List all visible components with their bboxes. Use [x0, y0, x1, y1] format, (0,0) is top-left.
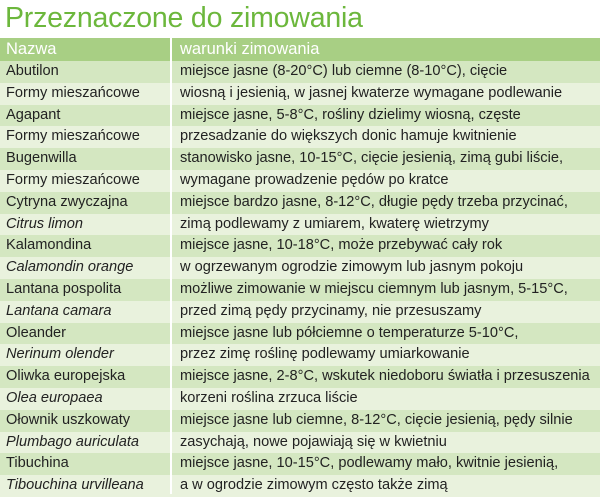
table-body: [0, 61, 600, 497]
table-row: [0, 388, 600, 410]
table-row: [0, 235, 600, 257]
plant-name: Formy mieszańcowe: [6, 84, 140, 101]
plant-name: Lantana camara: [6, 302, 112, 319]
table-row: [0, 344, 600, 366]
table-row: [0, 279, 600, 301]
column-divider: [170, 38, 172, 494]
plant-name: Oleander: [6, 324, 67, 341]
table-row: [0, 214, 600, 236]
table-row: [0, 126, 600, 148]
page-title: Przeznaczone do zimowania: [5, 2, 363, 34]
table-row: [0, 148, 600, 170]
table-row: [0, 83, 600, 105]
column-header-conditions: warunki zimowania: [180, 40, 320, 58]
plant-name: Formy mieszańcowe: [6, 171, 140, 188]
wintering-conditions: wymagane prowadzenie pędów po kratce: [180, 171, 449, 188]
table-row: [0, 192, 600, 214]
wintering-conditions: miejsce jasne, 10-18°C, może przebywać cały rok: [180, 237, 503, 254]
wintering-conditions: w ogrzewanym ogrodzie zimowym lub jasnym pokoju: [180, 259, 524, 276]
table-row: [0, 170, 600, 192]
wintering-conditions: miejsce jasne, 2-8°C, wskutek niedoboru światła i przesuszenia: [180, 368, 590, 385]
plant-name: Citrus limon: [6, 215, 84, 232]
wintering-conditions: miejsce jasne lub ciemne, 8-12°C, cięcie jesienią, pędy silnie: [180, 411, 573, 428]
plant-name: Kalamondina: [6, 237, 92, 254]
table-row: [0, 61, 600, 83]
plant-name: Formy mieszańcowe: [6, 128, 140, 145]
plant-name: Tibuchina: [6, 455, 69, 472]
wintering-conditions: przed zimą pędy przycinamy, nie przesuszamy: [180, 302, 482, 319]
table-row: [0, 301, 600, 323]
wintering-conditions: stanowisko jasne, 10-15°C, cięcie jesienią, zimą gubi liście,: [180, 150, 564, 167]
plant-name: Oliwka europejska: [6, 368, 126, 385]
plant-name: Plumbago auriculata: [6, 433, 140, 450]
plant-name: Abutilon: [6, 63, 59, 79]
wintering-conditions: a w ogrodzie zimowym często także zimą: [180, 477, 448, 494]
wintering-conditions: miejsce jasne (8-20°C) lub ciemne (8-10°C), cięcie: [180, 63, 508, 79]
plant-name: Olea europaea: [6, 389, 103, 406]
wintering-conditions: miejsce jasne, 5-8°C, rośliny dzielimy wiosną, częste: [180, 106, 521, 123]
plant-name: Cytryna zwyczajna: [6, 193, 128, 210]
column-header-name: Nazwa: [6, 40, 57, 58]
wintering-conditions: korzeni roślina zrzuca liście: [180, 389, 358, 406]
table-row: [0, 323, 600, 345]
plant-name: Calamondin orange: [6, 259, 134, 276]
wintering-conditions: miejsce bardzo jasne, 8-12°C, długie pędy trzeba przycinać,: [180, 193, 568, 210]
wintering-conditions: możliwe zimowanie w miejscu ciemnym lub jasnym, 5-15°C,: [180, 280, 568, 297]
plant-name: Agapant: [6, 106, 61, 123]
wintering-conditions: zasychają, nowe pojawiają się w kwietniu: [180, 433, 447, 450]
plant-name: Lantana pospolita: [6, 280, 122, 297]
wintering-conditions: przesadzanie do większych donic hamuje kwitnienie: [180, 128, 517, 145]
table-row: [0, 105, 600, 127]
table-row: [0, 453, 600, 475]
table-row: [0, 410, 600, 432]
plant-name: Nerinum olender: [6, 346, 114, 363]
wintering-conditions: wiosną i jesienią, w jasnej kwaterze wymagane podlewanie: [180, 84, 563, 101]
wintering-conditions: miejsce jasne, 10-15°C, podlewamy mało, kwitnie jesienią,: [180, 455, 559, 472]
table-row: [0, 432, 600, 454]
wintering-conditions: zimą podlewamy z umiarem, kwaterę wietrzymy: [180, 215, 489, 232]
plant-name: Bugenwilla: [6, 150, 77, 167]
plant-name: Ołownik uszkowaty: [6, 411, 131, 428]
table-header: [0, 38, 600, 61]
wintering-conditions: miejsce jasne lub półciemne o temperaturze 5-10°C,: [180, 324, 519, 341]
table-row: [0, 257, 600, 279]
wintering-conditions: przez zimę roślinę podlewamy umiarkowanie: [180, 346, 470, 363]
table-row: [0, 366, 600, 388]
plant-name: Tibouchina urvilleana: [6, 477, 144, 494]
